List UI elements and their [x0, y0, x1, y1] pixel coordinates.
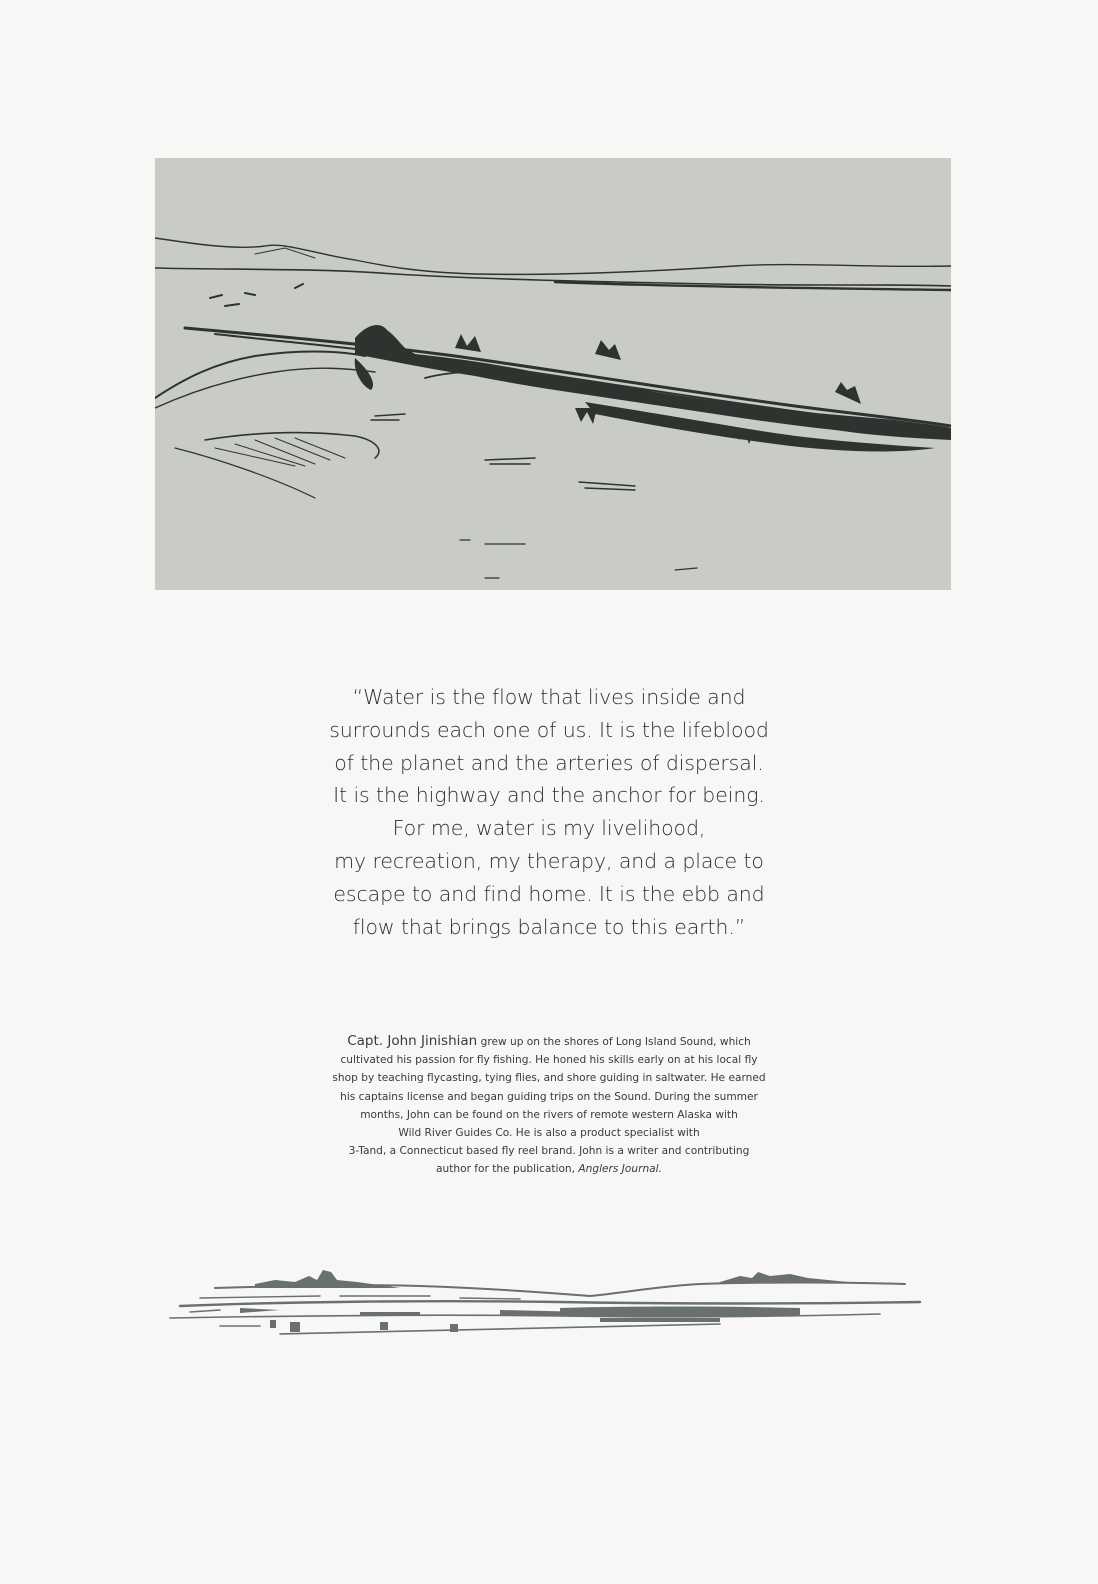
quote-line: It is the highway and the anchor for being.: [333, 783, 765, 808]
quote-line: “Water is the flow that lives inside and: [352, 685, 746, 709]
horizon-sketch-icon: [160, 1262, 930, 1352]
publication-name: Anglers Journal.: [578, 1163, 662, 1176]
shoreline-sketch-icon: [155, 158, 951, 590]
bottom-horizon-illustration: [160, 1262, 930, 1352]
bio-first-line-rest: grew up on the shores of Long Island Sound, which: [480, 1036, 751, 1048]
quote-line: my recreation, my therapy, and a place to: [334, 848, 764, 873]
quote-line: of the planet and the arteries of dispersal.: [334, 750, 764, 775]
bio-last-line: [299, 1160, 799, 1178]
quote-block: [249, 681, 849, 943]
quote-line: flow that brings balance to this earth.”: [352, 914, 746, 939]
quote-line: surrounds each one of us. It is the lifeblood: [329, 717, 769, 742]
bio-first-line: [299, 1032, 799, 1051]
bio-line: cultivated his passion for fly fishing. He honed his skills early on at his local fly: [340, 1054, 758, 1067]
quote-line: escape to and find home. It is the ebb and: [333, 881, 765, 906]
bio-last-line-prefix: author for the publication,: [436, 1163, 576, 1176]
bio-line: his captains license and began guiding trips on the Sound. During the summer: [340, 1090, 758, 1103]
author-bio: [299, 1032, 799, 1179]
author-name: Capt. John Jinishian: [347, 1033, 478, 1049]
quote-line: For me, water is my livelihood,: [392, 816, 706, 841]
bio-line: months, John can be found on the rivers of remote western Alaska with: [360, 1108, 738, 1121]
bio-line: 3-Tand, a Connecticut based fly reel brand. John is a writer and contributing: [348, 1145, 750, 1158]
top-landscape-illustration: [155, 158, 951, 590]
bio-line: shop by teaching flycasting, tying flies, and shore guiding in saltwater. He earned: [332, 1072, 766, 1085]
bio-line: Wild River Guides Co. He is also a product specialist with: [398, 1127, 700, 1140]
